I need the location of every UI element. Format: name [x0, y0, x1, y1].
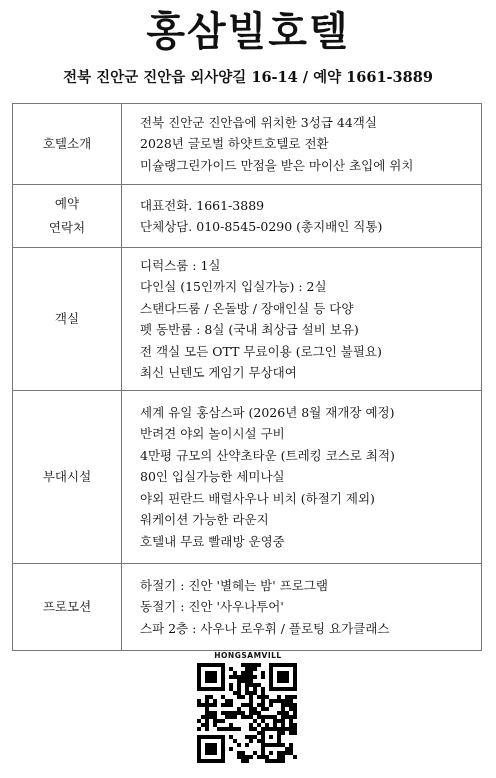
section-label-reservation-contact: [13, 185, 122, 248]
phone-group: 단체상담. 010-8545-0290 (총지배인 직통): [140, 219, 383, 234]
content-line: 최신 닌텐도 게임기 무상대여: [140, 365, 297, 380]
content-line: 야외 핀란드 배럴사우나 비치 (하절기 제외): [140, 490, 375, 506]
content-line: 디럭스룸 : 1실: [140, 257, 221, 273]
content-line: 워케이션 가능한 라운지: [140, 512, 269, 528]
content-line: 스탠다드룸 / 온돌방 / 장애인실 등 다양: [140, 300, 354, 316]
section-row-facilities: [13, 391, 482, 564]
content-line: 세계 유일 홍삼스파 (2026년 8월 재개장 예정): [140, 404, 395, 420]
section-row-reservation-contact: [13, 185, 482, 248]
phone-main: 대표전화. 1661-3889: [140, 197, 265, 213]
address-and-reservation: 전북 진안군 진안읍 외사양길 16-14 / 예약 1661-3889: [63, 69, 433, 86]
section-label-promotion: [13, 564, 122, 651]
section-label-line: 부대시설: [42, 469, 92, 484]
section-label-hotel-intro: [13, 104, 122, 185]
section-label-line: 호텔소개: [42, 136, 92, 151]
section-label-line: 예약: [54, 196, 80, 211]
section-content-reservation-contact: [122, 185, 482, 248]
content-line: 2028년 글로벌 하얏트호텔로 전환: [140, 136, 329, 152]
content-line: 펫 동반룸 : 8실 (국내 최상급 설비 보유): [140, 322, 359, 337]
section-label-line: 연락처: [48, 220, 86, 235]
content-line: 호텔내 무료 빨래방 운영중: [140, 533, 285, 549]
content-line: 전북 진안군 진안읍에 위치한 3성급 44객실: [140, 114, 377, 130]
section-content-promotion: [122, 564, 482, 651]
content-line: 반려견 야외 놀이시설 구비: [140, 426, 285, 442]
qr-code-icon[interactable]: [197, 663, 297, 763]
info-table: [12, 103, 482, 651]
section-row-promotion: [13, 564, 482, 651]
content-line: 동절기 : 진안 '사우나투어': [140, 599, 284, 615]
content-line: 다인실 (15인까지 입실가능) : 2실: [140, 279, 327, 294]
hotel-title: 홍삼빌호텔: [146, 9, 350, 55]
section-label-line: 프로모션: [42, 599, 92, 614]
section-row-hotel-intro: [13, 104, 482, 185]
section-label-rooms: [13, 248, 122, 391]
section-content-rooms: [122, 248, 482, 391]
content-line: 80인 입실가능한 세미나실: [140, 469, 285, 485]
qr-caption: HONGSAMVILL: [214, 651, 282, 660]
section-label-facilities: [13, 391, 122, 564]
section-label-line: 객실: [54, 311, 80, 326]
content-line: 미슐랭그린가이드 만점을 받은 마이산 초입에 위치: [140, 157, 414, 173]
section-content-facilities: [122, 391, 482, 564]
content-line: 스파 2층 : 사우나 로우휘 / 플로팅 요가클래스: [140, 620, 390, 636]
content-line: 하절기 : 진안 '별헤는 밤' 프로그램: [140, 577, 328, 593]
content-line: 전 객실 모든 OTT 무료이용 (로그인 불필요): [140, 343, 382, 359]
section-content-hotel-intro: [122, 104, 482, 185]
content-line: 4만평 규모의 산약초타운 (트레킹 코스로 최적): [140, 447, 395, 463]
section-row-rooms: [13, 248, 482, 391]
